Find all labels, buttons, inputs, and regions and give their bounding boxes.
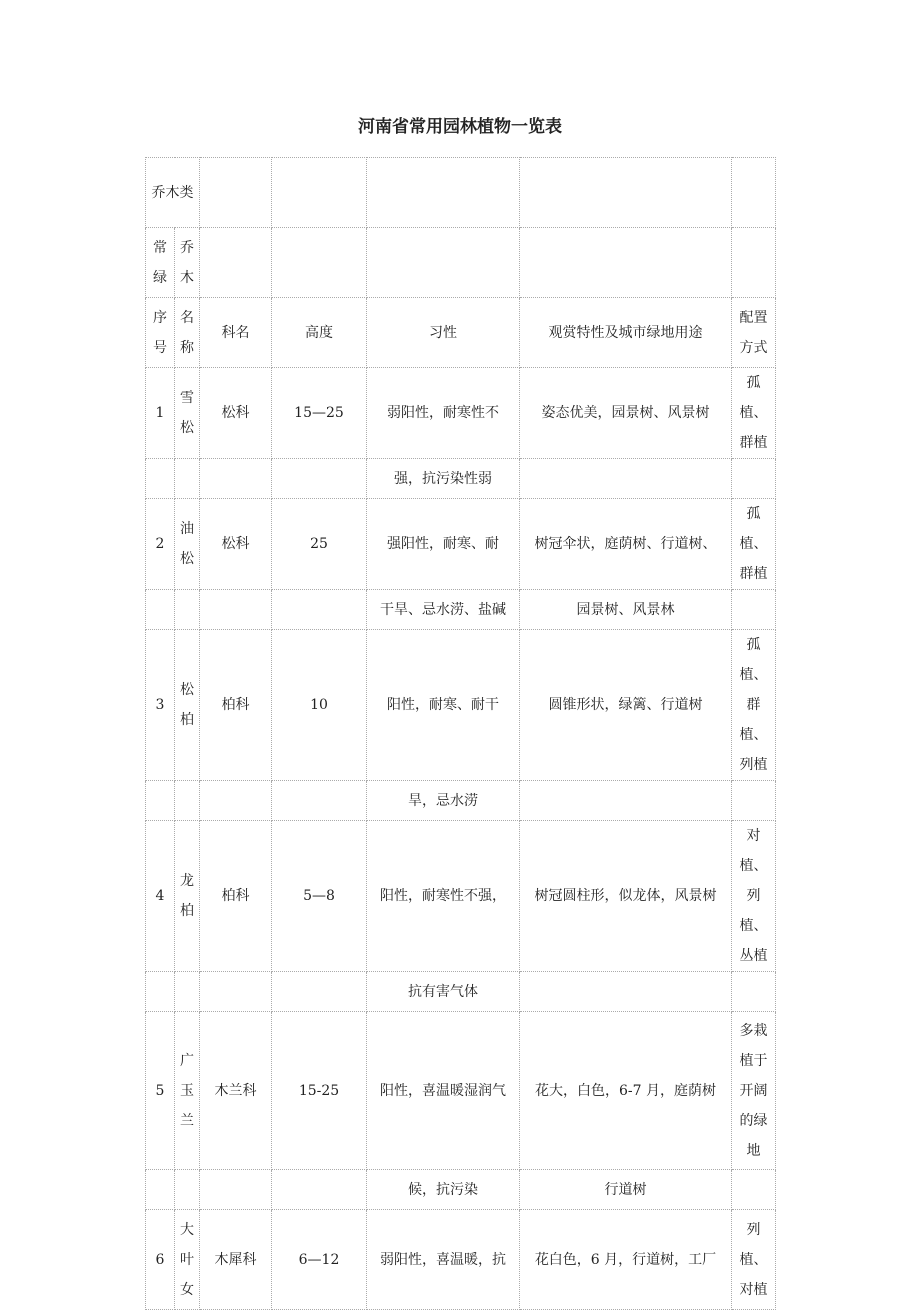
cell-index — [146, 459, 175, 499]
cell-index — [146, 1170, 175, 1210]
cell-index: 3 — [146, 630, 175, 781]
cell-ornamental-use: 行道树 — [520, 1170, 732, 1210]
cell-habit: 弱阳性，喜温暖，抗 — [367, 1210, 520, 1310]
cell-ornamental-use — [520, 228, 732, 298]
cell-height — [272, 1170, 367, 1210]
table-row — [146, 781, 776, 821]
cell-height: 高度 — [272, 298, 367, 368]
cell-habit: 候，抗污染 — [367, 1170, 520, 1210]
cell-height: 5—8 — [272, 821, 367, 972]
cell-name: 乔木 — [175, 228, 200, 298]
table-row — [146, 590, 776, 630]
cell-arrangement: 对植、列植、丛植 — [732, 821, 776, 972]
cell-height — [272, 228, 367, 298]
cell-name: 松柏 — [175, 630, 200, 781]
cell-height: 15-25 — [272, 1012, 367, 1170]
cell-family — [200, 590, 272, 630]
cell-arrangement: 多栽植于开阔的绿地 — [732, 1012, 776, 1170]
plant-table-body — [146, 158, 776, 1310]
cell-family — [200, 459, 272, 499]
cell-ornamental-use — [520, 459, 732, 499]
cell-height — [272, 459, 367, 499]
cell-name — [175, 459, 200, 499]
cell-arrangement — [732, 158, 776, 228]
cell-family — [200, 158, 272, 228]
cell-family: 柏科 — [200, 630, 272, 781]
cell-index — [146, 781, 175, 821]
cell-height: 6—12 — [272, 1210, 367, 1310]
cell-index: 乔木类 — [146, 158, 200, 228]
table-row — [146, 821, 776, 972]
cell-height — [272, 972, 367, 1012]
cell-habit: 干旱、忌水涝、盐碱 — [367, 590, 520, 630]
cell-height — [272, 781, 367, 821]
cell-index: 1 — [146, 368, 175, 459]
cell-family: 柏科 — [200, 821, 272, 972]
cell-family — [200, 1170, 272, 1210]
cell-habit: 旱，忌水涝 — [367, 781, 520, 821]
table-row — [146, 158, 776, 228]
cell-ornamental-use — [520, 158, 732, 228]
table-row — [146, 499, 776, 590]
cell-ornamental-use: 园景树、风景林 — [520, 590, 732, 630]
cell-arrangement — [732, 590, 776, 630]
cell-index: 序号 — [146, 298, 175, 368]
cell-family: 松科 — [200, 368, 272, 459]
cell-arrangement — [732, 781, 776, 821]
table-row — [146, 1170, 776, 1210]
cell-index: 5 — [146, 1012, 175, 1170]
document-title: 河南省常用园林植物一览表 — [358, 117, 562, 137]
cell-ornamental-use: 花大，白色，6-7 月，庭荫树 — [520, 1012, 732, 1170]
cell-family — [200, 972, 272, 1012]
cell-family — [200, 228, 272, 298]
table-row — [146, 459, 776, 499]
cell-height — [272, 158, 367, 228]
cell-height: 25 — [272, 499, 367, 590]
cell-ornamental-use — [520, 781, 732, 821]
cell-arrangement — [732, 459, 776, 499]
cell-family — [200, 781, 272, 821]
table-row — [146, 298, 776, 368]
cell-arrangement — [732, 972, 776, 1012]
cell-name: 广玉兰 — [175, 1012, 200, 1170]
cell-index — [146, 590, 175, 630]
cell-arrangement: 孤植、群植、列植 — [732, 630, 776, 781]
cell-index: 4 — [146, 821, 175, 972]
cell-index: 6 — [146, 1210, 175, 1310]
cell-arrangement — [732, 1170, 776, 1210]
cell-ornamental-use: 花白色，6 月，行道树，工厂 — [520, 1210, 732, 1310]
cell-ornamental-use — [520, 972, 732, 1012]
cell-ornamental-use: 观赏特性及城市绿地用途 — [520, 298, 732, 368]
cell-habit: 阳性，喜温暖湿润气 — [367, 1012, 520, 1170]
cell-name — [175, 590, 200, 630]
cell-ornamental-use: 圆锥形状，绿篱、行道树 — [520, 630, 732, 781]
cell-height: 15—25 — [272, 368, 367, 459]
cell-family: 木犀科 — [200, 1210, 272, 1310]
table-row — [146, 972, 776, 1012]
cell-habit: 弱阳性，耐寒性不 — [367, 368, 520, 459]
table-row — [146, 1012, 776, 1170]
cell-family: 科名 — [200, 298, 272, 368]
cell-ornamental-use: 树冠圆柱形，似龙体，风景树 — [520, 821, 732, 972]
cell-index: 常绿 — [146, 228, 175, 298]
cell-name: 大叶女 — [175, 1210, 200, 1310]
cell-height — [272, 590, 367, 630]
cell-family: 木兰科 — [200, 1012, 272, 1170]
cell-name — [175, 781, 200, 821]
plant-table — [145, 157, 776, 1310]
cell-ornamental-use: 树冠伞状，庭荫树、行道树、 — [520, 499, 732, 590]
cell-habit: 抗有害气体 — [367, 972, 520, 1012]
cell-name: 油松 — [175, 499, 200, 590]
cell-index: 2 — [146, 499, 175, 590]
cell-ornamental-use: 姿态优美，园景树、风景树 — [520, 368, 732, 459]
cell-name: 龙柏 — [175, 821, 200, 972]
cell-family: 松科 — [200, 499, 272, 590]
cell-name: 名称 — [175, 298, 200, 368]
cell-habit — [367, 228, 520, 298]
table-row — [146, 368, 776, 459]
cell-habit: 强阳性，耐寒、耐 — [367, 499, 520, 590]
cell-name — [175, 972, 200, 1012]
cell-name: 雪松 — [175, 368, 200, 459]
cell-arrangement: 列植、对植 — [732, 1210, 776, 1310]
table-row — [146, 1210, 776, 1310]
cell-arrangement: 配置方式 — [732, 298, 776, 368]
cell-arrangement: 孤植、群植 — [732, 368, 776, 459]
cell-habit: 强，抗污染性弱 — [367, 459, 520, 499]
cell-habit: 习性 — [367, 298, 520, 368]
table-row — [146, 228, 776, 298]
cell-index — [146, 972, 175, 1012]
cell-arrangement — [732, 228, 776, 298]
table-row — [146, 630, 776, 781]
cell-arrangement: 孤植、群植 — [732, 499, 776, 590]
cell-height: 10 — [272, 630, 367, 781]
cell-name — [175, 1170, 200, 1210]
cell-habit: 阳性，耐寒性不强， — [367, 821, 520, 972]
cell-habit — [367, 158, 520, 228]
cell-habit: 阳性，耐寒、耐干 — [367, 630, 520, 781]
